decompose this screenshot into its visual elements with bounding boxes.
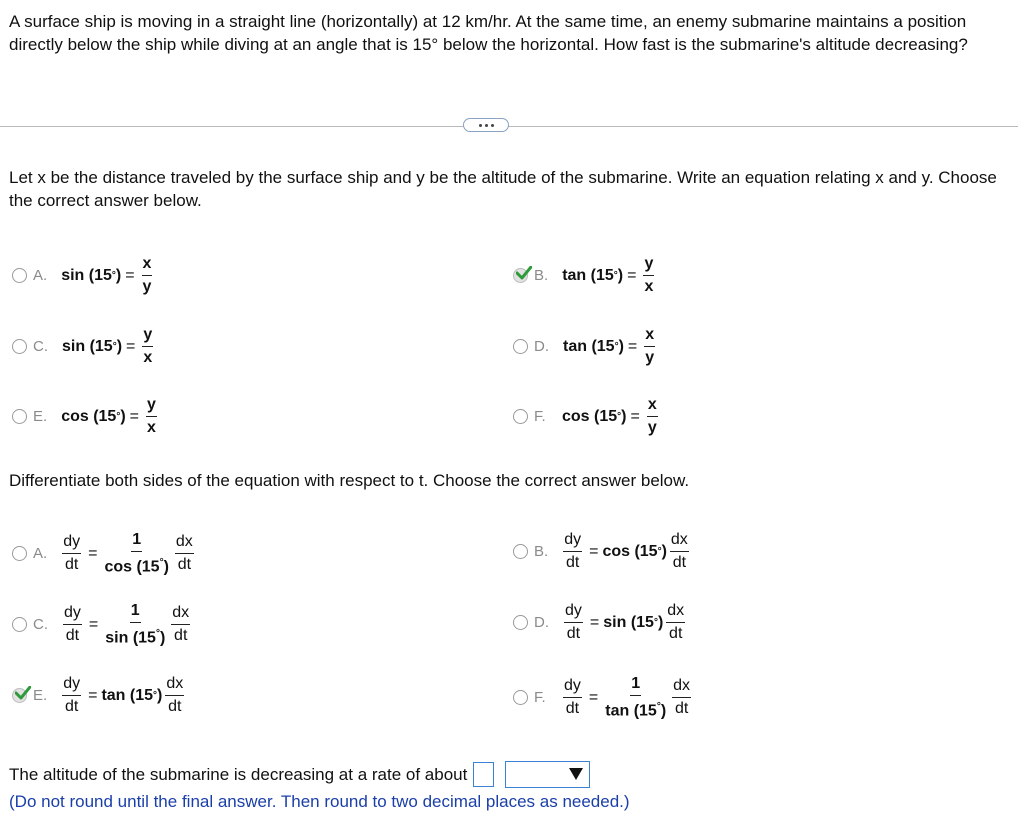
dot-icon: [491, 124, 494, 127]
fraction-numerator: dx: [666, 602, 685, 623]
option-letter: D.: [534, 614, 549, 631]
part2-prompt: Differentiate both sides of the equation with respect to t. Choose the correct answer below.: [9, 471, 690, 490]
fraction-denominator: dt: [672, 554, 687, 571]
fraction-denominator: tan (15°): [605, 701, 667, 720]
fraction-numerator: x: [647, 396, 658, 417]
fraction-numerator: dy: [563, 677, 582, 698]
dropdown-arrow-icon: [569, 768, 583, 780]
answer-row: [9, 761, 590, 788]
question-text: A surface ship is moving in a straight line (horizontally) at 12 km/hr. At the same time, an enemy submarine maintains a position directly below the ship while diving at an angle that is 15° below the horizontal. How fast is the submarine's altitude decreasing?: [9, 12, 968, 54]
radio-button[interactable]: [513, 409, 528, 424]
fraction-denominator: cos (15°): [104, 557, 169, 576]
fraction-numerator: y: [643, 255, 654, 276]
part2-option-e[interactable]: E. $\frac{dy}{dt}$ = tan (15 ° ) $\frac{dx}{dt}$: [12, 675, 187, 716]
option-letter: C.: [33, 338, 48, 355]
fraction-numerator: x: [142, 255, 153, 276]
fraction-numerator: dy: [564, 602, 583, 623]
fraction-numerator: x: [644, 326, 655, 347]
part2-option-a[interactable]: A. $\frac{dy}{dt}$ = $\frac{1}{\cos (15^\circ)}$ $\frac{dx}{dt}$: [12, 531, 197, 576]
part1-option-a[interactable]: A. sin (15 ° ) = $\frac{x}{y}$: [12, 255, 155, 296]
answer-text: The altitude of the submarine is decreasing at a rate of about: [9, 764, 468, 784]
radio-button[interactable]: [12, 688, 27, 703]
dot-icon: [485, 124, 488, 127]
fraction-denominator: dt: [177, 556, 192, 574]
fraction-denominator: x: [143, 349, 153, 366]
dot-icon: [479, 124, 482, 127]
radio-button[interactable]: [12, 268, 27, 283]
fraction-numerator: dx: [171, 604, 190, 625]
radio-button[interactable]: [513, 339, 528, 354]
function-text: cos (15: [61, 407, 117, 425]
fraction-numerator: 1: [130, 602, 141, 623]
fraction-denominator: dt: [674, 700, 689, 718]
radio-button[interactable]: [12, 617, 27, 632]
fraction-denominator: dt: [669, 625, 683, 642]
option-letter: E.: [33, 408, 48, 425]
checkmark-icon: [15, 686, 31, 700]
option-letter: F.: [534, 689, 546, 707]
part1-prompt: Let x be the distance traveled by the surface ship and y be the altitude of the submarine. Write an equation relating x and y. Choose the correct answer below.: [9, 168, 997, 210]
part2-option-f[interactable]: F. $\frac{dy}{dt}$ = $\frac{1}{\tan (15^\circ)}$ $\frac{dx}{dt}$: [513, 675, 694, 720]
radio-button[interactable]: [513, 690, 528, 705]
radio-button[interactable]: [12, 546, 27, 561]
option-letter: A.: [33, 267, 48, 284]
fraction-numerator: 1: [630, 675, 641, 696]
function-text: tan (15: [562, 266, 614, 284]
fraction-numerator: dy: [563, 531, 582, 552]
part2-option-b[interactable]: B. $\frac{dy}{dt}$ = cos (15 ° ) $\frac{dx}{dt}$: [513, 531, 692, 572]
rounding-instruction: (Do not round until the final answer. Then round to two decimal places as needed.): [9, 792, 630, 811]
fraction-denominator: y: [645, 349, 655, 366]
option-letter: B.: [534, 267, 549, 284]
function-text: sin (15: [62, 337, 113, 355]
function-text: tan (15: [563, 337, 615, 355]
part1-option-c[interactable]: C. sin (15 ° ) = $\frac{y}{x}$: [12, 326, 156, 367]
fraction-denominator: dt: [64, 556, 79, 574]
fraction-denominator: dt: [65, 627, 80, 645]
fraction-numerator: y: [146, 396, 157, 417]
radio-button[interactable]: [12, 409, 27, 424]
option-letter: D.: [534, 338, 549, 355]
fraction-denominator: dt: [566, 625, 581, 642]
radio-button[interactable]: [513, 268, 528, 283]
fraction-denominator: x: [147, 419, 156, 436]
part2-option-c[interactable]: C. $\frac{dy}{dt}$ = $\frac{1}{\sin (15^\circ)}$ $\frac{dx}{dt}$: [12, 602, 193, 647]
fraction-denominator: x: [644, 278, 654, 295]
fraction-denominator: y: [647, 419, 657, 436]
fraction-numerator: dy: [62, 533, 81, 554]
fraction-denominator: dt: [168, 698, 182, 715]
part1-option-e[interactable]: E. cos (15 ° ) = $\frac{y}{x}$: [12, 396, 160, 437]
fraction-denominator: y: [142, 278, 152, 295]
fraction-numerator: 1: [131, 531, 142, 552]
fraction-numerator: dx: [672, 677, 691, 698]
part2-option-d[interactable]: D. $\frac{dy}{dt}$ = sin (15 ° ) $\frac{dx}{dt}$: [513, 602, 688, 643]
radio-button[interactable]: [513, 615, 528, 630]
function-text: cos (15: [562, 407, 618, 425]
part1-option-d[interactable]: D. tan (15 ° ) = $\frac{x}{y}$: [513, 326, 658, 367]
more-button[interactable]: [463, 118, 509, 132]
option-letter: B.: [534, 543, 549, 560]
fraction-numerator: y: [142, 326, 153, 347]
option-letter: F.: [534, 408, 546, 425]
fraction-denominator: dt: [565, 700, 580, 718]
fraction-numerator: dx: [670, 531, 689, 552]
fraction-denominator: dt: [174, 627, 188, 645]
radio-button[interactable]: [12, 339, 27, 354]
option-letter: A.: [33, 545, 48, 563]
fraction-numerator: dy: [62, 675, 81, 696]
fraction-numerator: dy: [63, 604, 82, 625]
unit-dropdown[interactable]: [505, 761, 590, 788]
part1-option-b[interactable]: B. tan (15 ° ) = $\frac{y}{x}$: [513, 255, 657, 296]
option-letter: E.: [33, 687, 48, 704]
function-text: sin (15: [61, 266, 112, 284]
fraction-denominator: dt: [565, 554, 580, 571]
part1-option-f[interactable]: F. cos (15 ° ) = $\frac{x}{y}$: [513, 396, 661, 437]
fraction-denominator: dt: [64, 698, 79, 715]
answer-input[interactable]: [473, 762, 494, 787]
option-letter: C.: [33, 616, 48, 634]
radio-button[interactable]: [513, 544, 528, 559]
checkmark-icon: [516, 266, 532, 280]
section-divider: [0, 126, 1018, 127]
fraction-numerator: dx: [165, 675, 184, 696]
fraction-denominator: sin (15°): [105, 628, 166, 647]
fraction-numerator: dx: [175, 533, 194, 554]
